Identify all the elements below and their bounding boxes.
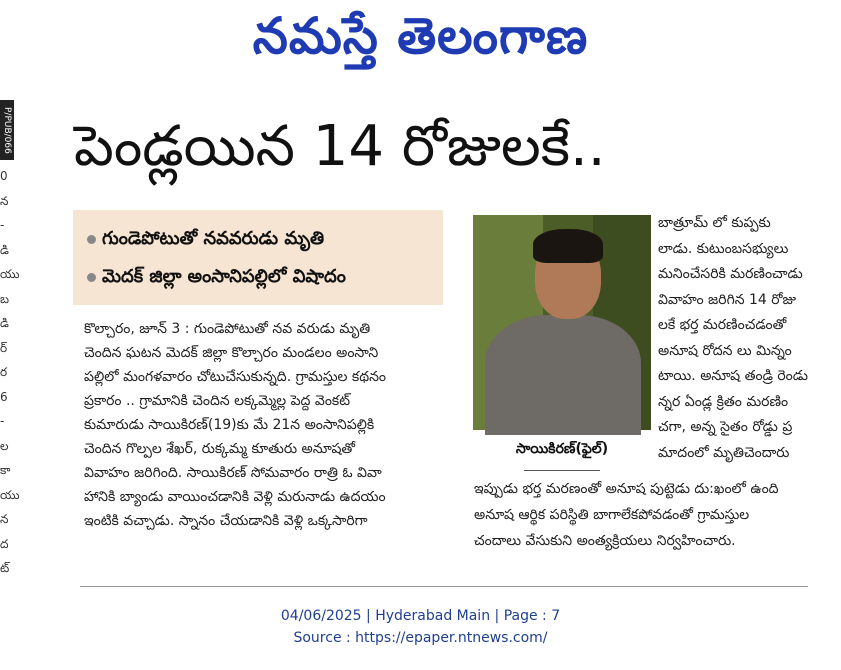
article-body-left: [84, 317, 448, 533]
body-line: బాత్రూమ్ లో కుప్పకు: [658, 215, 771, 231]
article-body-bottom: [474, 476, 841, 554]
caption-underline: [524, 470, 600, 471]
portrait-photo: [473, 215, 651, 430]
subhead-2: [87, 266, 346, 291]
strip-char: న: [0, 193, 9, 208]
strip-char: డి: [0, 242, 9, 257]
photo-caption: సాయికిరణ్(ఫైల్): [515, 441, 609, 457]
strip-char: -: [0, 414, 5, 428]
article-body-right: [658, 211, 841, 466]
body-line: ఇంటికి వచ్చాడు. స్నానం చేయడానికి వెళ్లి ఒక్కసారిగా: [84, 513, 368, 529]
strip-char: ర్: [0, 340, 8, 355]
bullet-icon: [87, 235, 96, 244]
divider: [80, 586, 808, 587]
strip-char: బ: [0, 291, 10, 306]
body-line: చందాలు వేసుకుని అంత్యక్రియలు నిర్వహించారు.: [474, 533, 736, 549]
body-line: లాడు. కుటుంబసభ్యులు: [658, 240, 789, 257]
body-line: అనూష రోదన లు మిన్నం: [658, 342, 792, 359]
bullet-icon: [87, 273, 96, 282]
adjacent-column-chars: [0, 164, 20, 581]
strip-char: ర: [0, 365, 8, 379]
masthead-logo: నమస్తే తెలంగాణ: [252, 7, 589, 65]
strip-char: యు: [0, 487, 20, 502]
strip-char: -: [0, 218, 5, 232]
body-line: వివాహం జరిగిన 14 రోజు: [658, 291, 797, 308]
subhead-text: గుండెపోటుతో నవవరుడు మృతి: [102, 228, 325, 249]
body-line: చగా, అన్న సైతం రోడ్డు ప్ర: [658, 419, 793, 435]
body-line: హానికి బ్యాండు వాయించడానికి వెళ్లి మరునాడు ఉదయం: [84, 489, 386, 505]
strip-char: యు: [0, 267, 20, 281]
strip-char: 6: [0, 389, 8, 404]
body-line: వివాహం జరిగింది. సాయికిరణ్ సోమవారం రాత్రి ఓ వివా: [84, 465, 382, 481]
strip-char: కా: [0, 463, 11, 477]
strip-char: డి: [0, 316, 9, 330]
body-line: టాయి. అనూష తండ్రి రెండు: [658, 368, 808, 384]
photo-shirt: [485, 315, 641, 435]
body-line: కొల్చారం, జూన్ 3 : గుండెపోటుతో నవ వరుడు మృతి: [84, 321, 371, 337]
publication-code: P/PUB/066: [0, 100, 14, 160]
headline: పెండ్లయిన 14 రోజులకే..: [74, 114, 606, 179]
body-line: పల్లిలో మంగళవారం చోటుచేసుకున్నది. గ్రామస్తుల కథనం: [84, 369, 387, 385]
body-line: లకే భర్త మరణించడంతో: [658, 317, 787, 333]
body-line: కుమారుడు సాయికిరణ్(19)కు మే 21న అంసానిపల్లికి: [84, 417, 375, 433]
subhead-text: మెదక్ జిల్లా అంసానిపల్లిలో విషాదం: [102, 266, 346, 287]
body-line: ప్రకారం .. గ్రామానికి చెందిన లక్కమ్మెల్ల పెద్ద వెంకట్: [84, 393, 351, 409]
strip-char: ద: [0, 536, 9, 551]
body-line: చెందిన గొల్పల శేఖర్, రుక్కమ్మ కూతురు అనూషతో: [84, 441, 356, 457]
strip-char: న: [0, 512, 9, 526]
footer-source: Source : https://epaper.ntnews.com/: [293, 630, 548, 646]
strip-char: ల: [0, 438, 9, 453]
body-line: మనించేసరికి మరణించాడు: [658, 266, 803, 282]
strip-char: ట్: [0, 561, 10, 575]
photo-hair: [533, 229, 603, 263]
subheads-box: [73, 210, 443, 305]
body-line: న్నర ఏండ్ల క్రితం మరణిం: [658, 393, 789, 410]
footer-date-edition: 04/06/2025 | Hyderabad Main | Page : 7: [280, 608, 561, 624]
body-line: మాదంలో మృతిచెందారు: [658, 444, 790, 461]
body-line: చెందిన ఘటన మెదక్ జిల్లా కొల్చారం మండలం అంసాని: [84, 345, 379, 361]
adjacent-column-strip: [0, 100, 20, 590]
strip-char: 0: [0, 169, 8, 183]
body-line: ఇప్పుడు భర్త మరణంతో అనూష పుట్టెడు దు:ఖంలో ఉంది: [474, 481, 779, 497]
subhead-1: [87, 228, 324, 253]
body-line: అనూష ఆర్థిక పరిస్థితి బాగాలేకపోవడంతో గ్రామస్తుల: [474, 507, 750, 523]
